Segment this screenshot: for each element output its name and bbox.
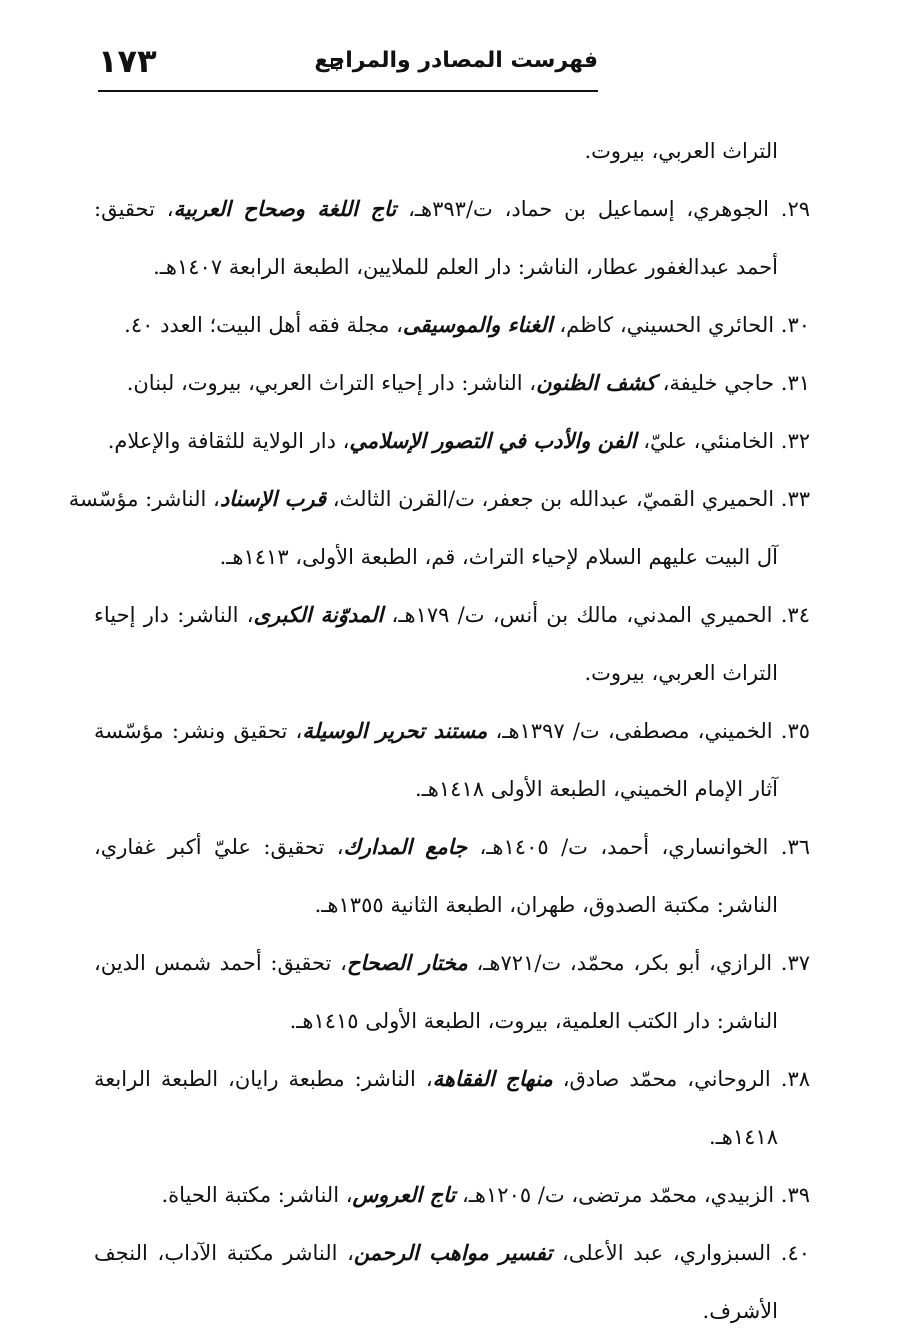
entry-continuation-line [94,992,810,1050]
bibliography-entry [68,470,810,586]
entry-continuation-line [94,644,810,702]
entry-book-title: الفن والأدب في التصور الإسلامي [349,428,637,453]
entry-publication-details: ، تحقيق: أحمد شمس الدين، [94,951,347,975]
entry-book-title: تفسير مواهب الرحمن [353,1240,553,1265]
bibliography-entry [94,818,810,934]
page-number: ١٧٣ [98,42,157,80]
entry-text: آل البيت عليهم السلام لإحياء التراث، قم، الطبعة الأولى، ١٤١٣هـ. [219,545,778,569]
entry-number: ٣٥. [780,719,810,743]
entry-first-line [94,180,810,238]
entry-continuation-line [94,1108,810,1166]
entry-book-title: مستند تحرير الوسيلة [302,718,488,743]
header-rule [98,90,598,92]
entry-publication-details: ، الناشر: مؤسّسة [68,487,220,511]
bibliography-entry [94,412,810,470]
entry-number: ٣١. [780,371,810,395]
entry-book-title: المدوّنة الكبرى [253,602,384,627]
entry-text: أحمد عبدالغفور عطار، الناشر: دار العلم للملايين، الطبعة الرابعة ١٤٠٧هـ. [153,255,778,279]
entry-book-title: جامع المدارك [343,834,468,859]
entry-text: الأشرف. [702,1299,778,1323]
entry-author: السبزواري، عبد الأعلى، [552,1241,781,1265]
entry-first-line [94,586,810,644]
entry-author: الرازي، أبو بكر، محمّد، ت/٧٢١هـ، [467,951,781,975]
entry-first-line [94,702,810,760]
entry-author: الزبيدي، محمّد مرتضى، ت/ ١٢٠٥هـ، [455,1183,781,1207]
entry-publication-details: ، الناشر: مطبعة رايان، الطبعة الرابعة [94,1067,433,1091]
bibliography-entry [94,1224,810,1340]
entry-publication-details: ، تحقيق ونشر: مؤسّسة [94,719,303,743]
entry-text: الناشر: دار الكتب العلمية، بيروت، الطبعة الأولى ١٤١٥هـ. [289,1009,778,1033]
entry-author: حاجي خليفة، [655,371,781,395]
entry-continuation-line [94,1282,810,1340]
entry-author: الروحاني، محمّد صادق، [552,1067,781,1091]
entry-continuation-line [94,238,810,296]
entry-first-line [94,934,810,992]
entry-number: ٣٢. [780,429,810,453]
square-ornament-icon [331,58,342,69]
entry-book-title: منهاج الفقاهة [432,1066,553,1091]
entry-book-title: قرب الإسناد [219,486,327,511]
entry-number: ٣٠. [780,313,810,337]
entry-first-line [68,470,810,528]
running-header-title: فهرست المصادر والمراجع [314,48,598,73]
entry-first-line [94,1166,810,1224]
entry-number: ٣٤. [780,603,810,627]
entry-number: ٣٨. [780,1067,810,1091]
bibliography-entry [94,934,810,1050]
entry-publication-details: ، الناشر: دار إحياء التراث العربي، بيروت، لبنان. [126,371,537,395]
entry-author: الخميني، مصطفى، ت/ ١٣٩٧هـ، [487,719,781,743]
entry-number: ٤٠. [780,1241,810,1265]
entry-book-title: مختار الصحاح [346,950,468,975]
entry-publication-details: ، تحقيق: عليّ أكبر غفاري، [94,835,344,859]
entry-first-line [94,354,810,412]
entry-continuation-line [94,760,810,818]
bibliography-entry [94,354,810,412]
entry-continuation-line [94,528,810,586]
entry-book-title: تاج العروس [352,1182,456,1207]
entry-text: الناشر: مكتبة الصدوق، طهران، الطبعة الثانية ١٣٥٥هـ. [314,893,778,917]
bibliography-entry [94,586,810,702]
entry-first-line [94,1050,810,1108]
bibliography-entry [94,1050,810,1166]
bibliography-entry [94,296,810,354]
entry-book-title: الغناء والموسيقى [402,312,553,337]
bibliography-entry [94,702,810,818]
entry-number: ٣٧. [780,951,810,975]
entry-publication-details: ، تحقيق: [94,197,174,221]
entry-number: ٢٩. [780,197,811,221]
entry-publication-details: ، الناشر: مكتبة الحياة. [161,1183,353,1207]
entry-number: ٣٣. [780,487,810,511]
entry-text: آثار الإمام الخميني، الطبعة الأولى ١٤١٨هـ. [414,777,778,801]
entry-first-line [94,412,810,470]
entry-author: الخامنئي، عليّ، [636,429,781,453]
entry-author: الجوهري، إسماعيل بن حماد، ت/٣٩٣هـ، [396,197,781,221]
entry-author: الخوانساري، أحمد، ت/ ١٤٠٥هـ، [467,835,781,859]
entry-author: الحائري الحسيني، كاظم، [552,313,781,337]
bibliography-entry [94,1166,810,1224]
bibliography-list [68,122,811,1340]
entry-first-line [94,1224,810,1282]
bibliography-entry [94,180,810,296]
entry-first-line [94,818,810,876]
entry-author: الحميري المدني، مالك بن أنس، ت/ ١٧٩هـ، [383,603,781,627]
continuation-line: التراث العربي، بيروت. [584,139,778,163]
entry-text: ١٤١٨هـ. [708,1125,778,1149]
entry-number: ٣٦. [780,835,810,859]
entry-first-line [94,296,810,354]
entry-publication-details: ، دار الولاية للثقافة والإعلام. [107,429,350,453]
entry-continuation-line [94,876,810,934]
entry-publication-details: ، الناشر مكتبة الآداب، النجف [94,1241,354,1265]
entry-text: التراث العربي، بيروت. [584,661,778,685]
entry-number: ٣٩. [780,1183,810,1207]
entry-publication-details: ، مجلة فقه أهل البيت؛ العدد ٤٠. [124,313,403,337]
entry-book-title: كشف الظنون [536,370,656,395]
entry-author: الحميري القميّ، عبدالله بن جعفر، ت/القرن الثالث، [326,487,781,511]
running-header [98,38,598,88]
entry-publication-details: ، الناشر: دار إحياء [94,603,254,627]
entry-book-title: تاج اللغة وصحاح العربية [173,196,397,221]
